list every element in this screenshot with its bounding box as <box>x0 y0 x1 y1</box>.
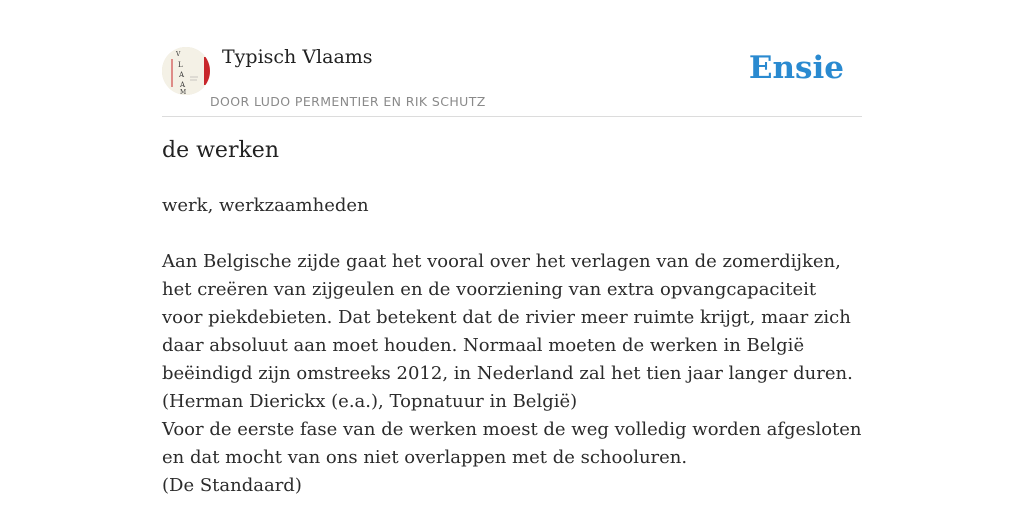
entry-content <box>162 192 862 500</box>
svg-text:L: L <box>178 61 183 69</box>
ensie-logo-link[interactable]: Ensie <box>748 50 844 86</box>
example-source: (Herman Dierickx (e.a.), Topnatuur in België) <box>162 391 578 412</box>
book-authors: DOOR LUDO PERMENTIER EN RIK SCHUTZ <box>210 94 486 109</box>
svg-text:V: V <box>176 51 181 58</box>
entry-definition: werk, werkzaamheden <box>162 195 369 216</box>
book-cover-icon[interactable] <box>162 47 210 95</box>
example-paragraph: Aan Belgische zijde gaat het vooral over het verlagen van de zomerdijken, het creëren van zijgeulen en de voorziening van extra opvangcapaciteit voor piekdebieten. Dat betekent dat de rivier meer ruimte krijgt, maar zich daar absoluut aan moet houden. Normaal moeten de werken in België beëindigd zijn omstreeks 2012, in Nederland zal het tien jaar langer duren. <box>162 251 853 384</box>
book-header <box>162 44 862 117</box>
entry-term: de werken <box>162 138 279 163</box>
example-paragraph: Voor de eerste fase van de werken moest de weg volledig worden afgesloten en dat mocht van ons niet overlappen met de schooluren. <box>162 419 862 468</box>
svg-text:A: A <box>179 71 185 79</box>
svg-text:M: M <box>180 89 187 95</box>
book-title[interactable]: Typisch Vlaams <box>222 46 373 68</box>
example-source: (De Standaard) <box>162 475 302 496</box>
svg-text:A: A <box>180 81 186 89</box>
